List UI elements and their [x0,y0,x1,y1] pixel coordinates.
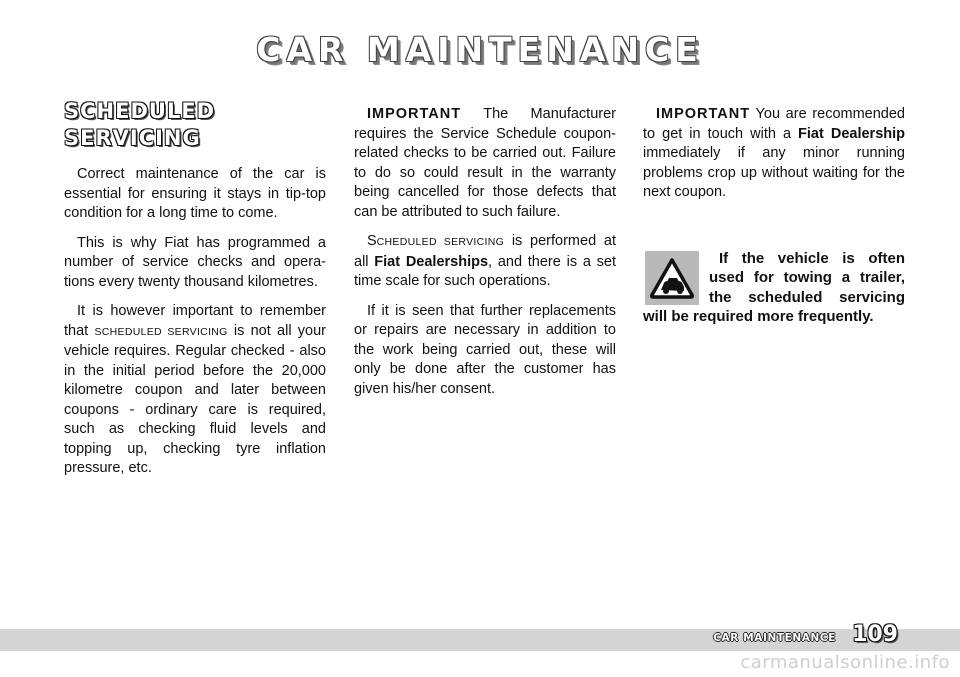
paragraph-dealerships: SCHEDULED SERVICING is performed at all Fiat Dealerships, and there is a set time scale for such operations. [354,233,616,289]
fiat-dealership-bold: Fiat Dealership [798,125,905,142]
warning-triangle-car-icon [645,251,699,305]
watermark: carmanualsonline.info [740,652,950,673]
paragraph-service-checks: This is why Fiat has programmed a number of service checks and operations every twenty thousand kilometres. [64,234,326,290]
footer-section-label: CAR MAINTENANCE [713,632,836,644]
warning-text: If the vehicle is often used for towing a trailer, the scheduled servicing will be required more frequently. [643,249,905,325]
paragraph-maintenance-intro: Correct maintenance of the car is essential for ensuring it stays in tip-top condition for a long time to come. [64,166,326,221]
paragraph-customer-consent: If it is seen that further replacements or repairs are necessary in addition to the work being carried out, these will only be done after the customer has given his/her consent. [354,302,616,397]
section-heading-line-2: SERVICING [64,126,201,150]
smallcaps-scheduled-servicing: SCHEDULED SERVICING [94,325,228,338]
towing-warning [643,249,905,327]
important-label: IMPORTANT [656,106,751,122]
fiat-dealerships-bold: Fiat Dealerships [374,253,489,270]
smallcaps-scheduled-servicing: CHEDULED SERVICING [376,236,505,248]
paragraph-important-dealership: IMPORTANT You are recommended to get in touch with a Fiat Dealership immediately if any minor running problems crop up without waiting for the next coupon. [643,106,905,200]
column-3 [643,105,905,327]
section-heading-line-1: SCHEDULED [64,99,216,123]
page-number: 109 [852,622,898,647]
paragraph-ordinary-care: It is however important to remember that SCHEDULED SERVICING is not all your vehicle requires. Regular checked - also in the initial period before the 20,000 kilometre coupon and later between coupons - ordinary care is required, such as checking fluid levels and topping up, checking tyre inflation pressure, etc. [64,303,327,476]
page-header-title: CAR MAINTENANCE [256,30,704,69]
column-1 [64,98,326,489]
paragraph-important-manufacturer: IMPORTANT The Manufacturer requires the Service Schedule coupon-related checks to be carried out. Failure to do so could result in the warranty being cancelled for those defects that can be attributed to such failure. [354,106,616,220]
important-label: IMPORTANT [367,106,462,122]
section-heading [64,98,326,152]
column-2 [354,105,616,409]
